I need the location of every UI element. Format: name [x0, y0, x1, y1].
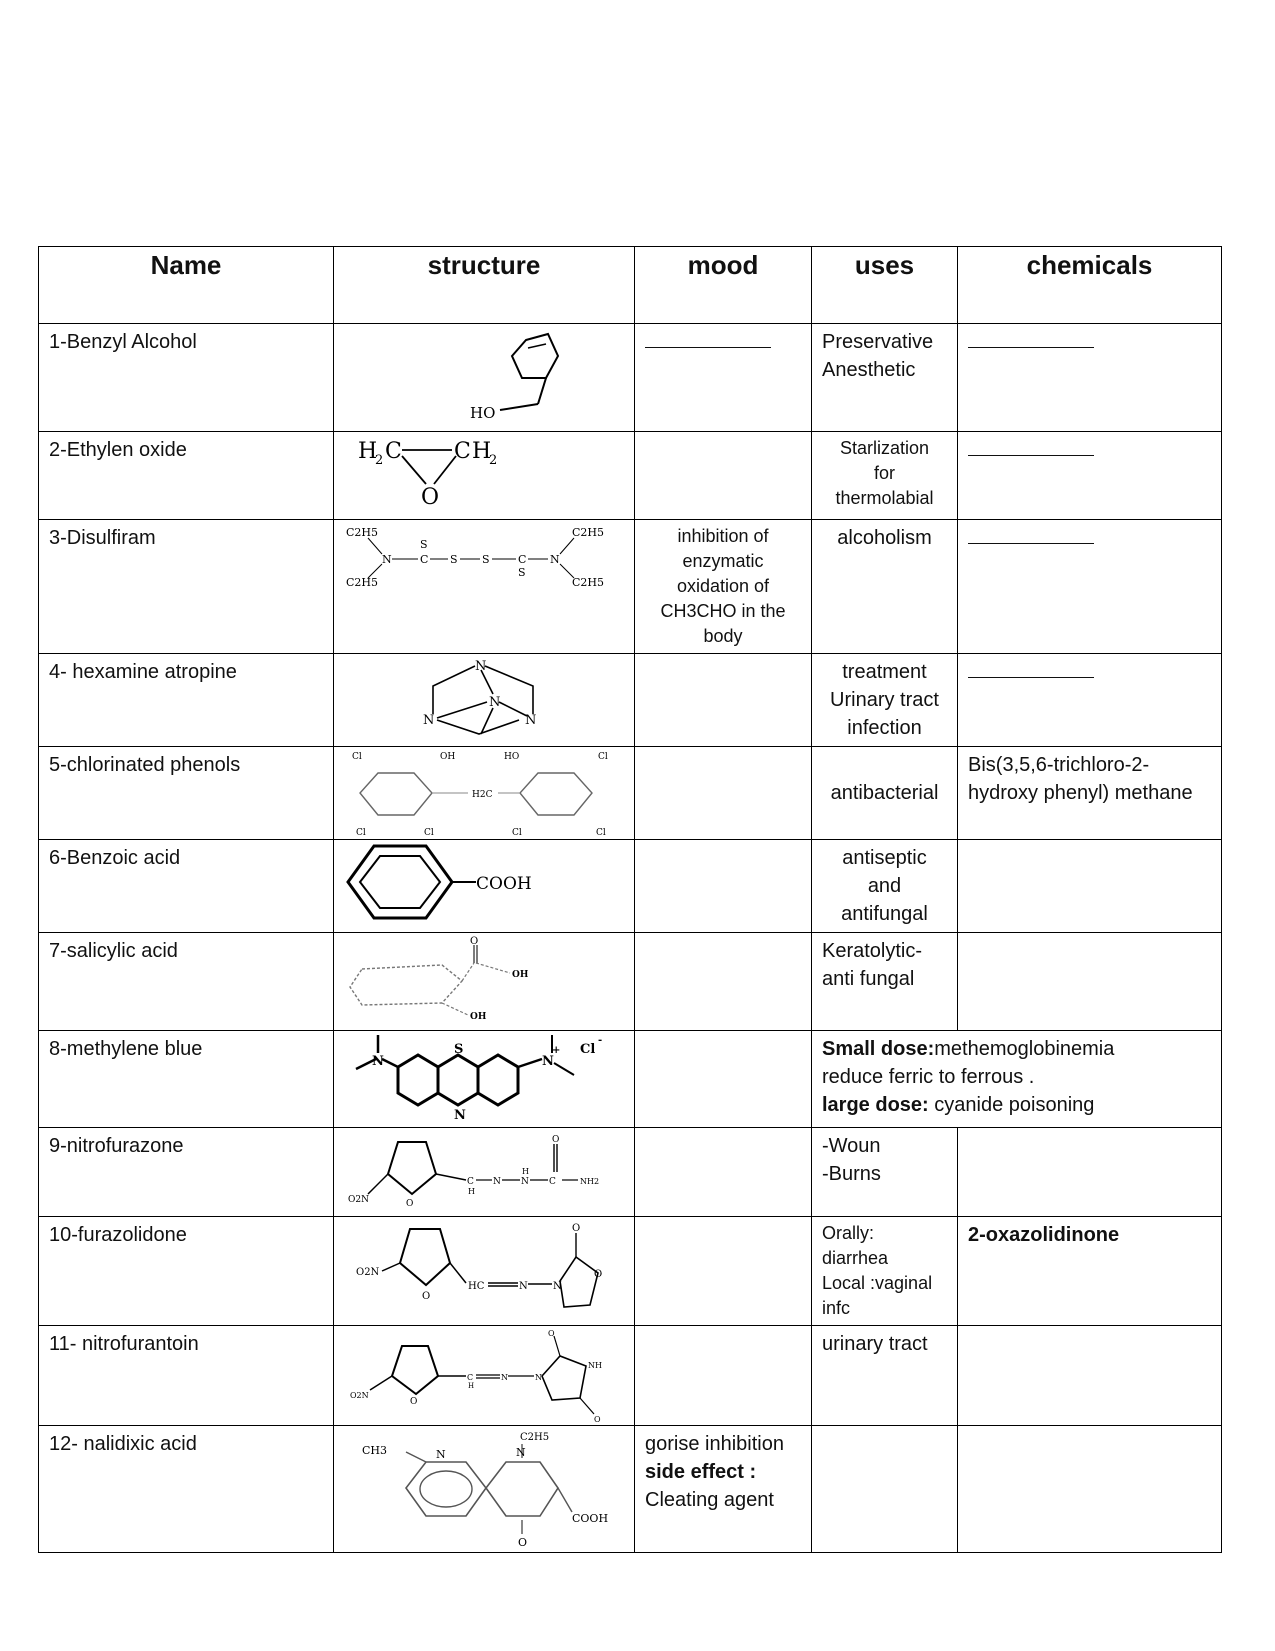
chemicals-cell: 2-oxazolidinone	[958, 1217, 1222, 1326]
salicylic-acid-structure	[342, 935, 626, 1025]
structure-cell	[334, 654, 635, 747]
nitrofurantoin-structure	[342, 1328, 626, 1422]
mood-line: enzymatic	[682, 551, 764, 571]
mood-line: CH3CHO in the	[660, 601, 786, 621]
table-row	[39, 1128, 1222, 1217]
structure-label: NH	[588, 1361, 602, 1370]
mood-line: gorise inhibition	[645, 1433, 784, 1455]
row-name: 10-furazolidone	[39, 1217, 334, 1326]
table-row	[39, 747, 1222, 840]
nitrofurazone-structure	[342, 1130, 626, 1214]
structure-label: H	[468, 1187, 475, 1196]
structure-label: C	[420, 553, 429, 566]
blank-line	[968, 525, 1094, 544]
structure-cell	[334, 1217, 635, 1326]
uses-cell	[812, 1128, 958, 1217]
structure-label: O	[470, 936, 479, 947]
structure-label: O2N	[348, 1195, 369, 1205]
uses-line: Keratolytic-	[822, 940, 923, 962]
structure-label: N	[382, 553, 392, 566]
uses-cell	[812, 1326, 958, 1426]
structure-label: C	[454, 439, 471, 464]
structure-label: N	[542, 1054, 554, 1069]
structure-label: HC	[468, 1281, 485, 1292]
structure-label: N	[489, 695, 501, 710]
blank-line	[968, 329, 1094, 348]
uses-line: reduce ferric to ferrous .	[822, 1066, 1035, 1088]
structure-label: N	[493, 1177, 501, 1187]
uses-text: methemoglobinemia	[934, 1038, 1115, 1060]
structure-label: N	[516, 1446, 526, 1459]
structure-label: N	[454, 1108, 466, 1123]
chemicals-cell	[958, 520, 1222, 654]
uses-line	[822, 1091, 1211, 1119]
chemicals-cell	[958, 324, 1222, 432]
uses-line: alcoholism	[837, 527, 932, 549]
table-row	[39, 933, 1222, 1031]
structure-label: O	[548, 1329, 555, 1338]
mood-line: oxidation of	[676, 576, 770, 596]
table-row	[39, 1031, 1222, 1128]
chemicals-cell	[958, 1326, 1222, 1426]
structure-label: OH	[470, 1012, 487, 1022]
mood-cell	[635, 654, 812, 747]
uses-line: antifungal	[841, 903, 928, 925]
structure-label: COOH	[476, 874, 532, 894]
row-name: 1-Benzyl Alcohol	[39, 324, 334, 432]
mood-cell	[635, 324, 812, 432]
uses-cell	[812, 520, 958, 654]
structure-label: N	[475, 659, 487, 674]
structure-cell	[334, 324, 635, 432]
table-row	[39, 1326, 1222, 1426]
structure-label: Cl	[356, 828, 366, 837]
structure-cell	[334, 1128, 635, 1217]
structure-label: O	[410, 1397, 418, 1407]
structure-label: S	[420, 538, 428, 551]
structure-label: O	[594, 1415, 601, 1422]
uses-line: and	[867, 875, 902, 897]
structure-label: C2H5	[572, 576, 605, 589]
structure-label: 2	[489, 453, 498, 468]
row-name: 6-Benzoic acid	[39, 840, 334, 933]
structure-label: C	[467, 1177, 474, 1187]
structure-cell	[334, 1326, 635, 1426]
structure-label: Cl	[512, 828, 522, 837]
structure-label: CH3	[362, 1444, 388, 1457]
uses-line: antibacterial	[830, 782, 939, 804]
structure-label: Cl	[580, 1042, 596, 1057]
mood-cell	[635, 933, 812, 1031]
structure-cell	[334, 520, 635, 654]
structure-label: O	[406, 1199, 414, 1209]
uses-cell	[812, 432, 958, 520]
uses-line: Anesthetic	[822, 359, 916, 381]
disulfiram-structure	[342, 522, 626, 602]
structure-label: Cl	[424, 828, 434, 837]
structure-label: Cl	[352, 752, 362, 762]
uses-cell	[812, 933, 958, 1031]
structure-label: H	[472, 439, 492, 464]
uses-line: Local :vaginal	[822, 1273, 933, 1293]
uses-line: -Burns	[822, 1163, 881, 1185]
structure-label: H2C	[472, 790, 493, 800]
structure-label: S	[518, 566, 526, 579]
row-name: 4- hexamine atropine	[39, 654, 334, 747]
mood-line: Cleating agent	[645, 1489, 774, 1511]
mood-cell	[635, 1031, 812, 1128]
structure-label: N	[372, 1054, 384, 1069]
structure-label: OH	[440, 752, 456, 762]
structure-label: HO	[504, 752, 520, 762]
uses-line: Preservative	[822, 331, 934, 353]
header-mood: mood	[635, 247, 812, 324]
chemicals-cell	[958, 1426, 1222, 1553]
uses-line: for	[873, 463, 895, 483]
header-chemicals: chemicals	[958, 247, 1222, 324]
structure-label: HO	[470, 404, 496, 422]
blank-line	[968, 437, 1094, 456]
row-name: 5-chlorinated phenols	[39, 747, 334, 840]
table-row	[39, 1217, 1222, 1326]
structure-label: Cl	[596, 828, 606, 837]
structure-label: O	[422, 1291, 431, 1302]
structure-label: N	[519, 1281, 528, 1292]
header-row	[39, 247, 1222, 324]
structure-label: H	[358, 439, 378, 464]
mood-cell	[635, 1128, 812, 1217]
mood-cell	[635, 1217, 812, 1326]
uses-line: Starlization	[839, 438, 930, 458]
chemicals-cell	[958, 654, 1222, 747]
uses-line: treatment	[842, 661, 927, 683]
uses-line: infection	[847, 717, 922, 739]
uses-bold: Small dose:	[822, 1038, 935, 1060]
header-structure: structure	[334, 247, 635, 324]
uses-line: -Woun	[822, 1135, 881, 1157]
chemicals-cell	[958, 840, 1222, 933]
structure-label: +	[552, 1045, 561, 1056]
mood-line: inhibition of	[677, 526, 769, 546]
structure-label: O	[594, 1269, 603, 1280]
row-name: 12- nalidixic acid	[39, 1426, 334, 1553]
uses-bold: large dose:	[822, 1094, 929, 1116]
mood-cell	[635, 432, 812, 520]
structure-label: O	[552, 1135, 560, 1145]
uses-line: Urinary tract	[830, 689, 939, 711]
ethylene-oxide-structure	[344, 434, 624, 514]
uses-cell	[812, 840, 958, 933]
chemicals-cell	[958, 1128, 1222, 1217]
structure-label: N	[501, 1373, 508, 1382]
row-name: 9-nitrofurazone	[39, 1128, 334, 1217]
structure-label: C	[467, 1373, 474, 1382]
structure-label: COOH	[572, 1512, 609, 1525]
structure-label: S	[454, 1042, 464, 1057]
uses-line: anti fungal	[822, 968, 915, 990]
row-name: 8-methylene blue	[39, 1031, 334, 1128]
mood-line: body	[703, 626, 743, 646]
structure-label: N	[553, 1281, 562, 1292]
chemicals-cell: Bis(3,5,6-trichloro-2-hydroxy phenyl) methane	[958, 747, 1222, 840]
blank-line	[645, 329, 771, 348]
benzyl-alcohol-structure	[404, 326, 564, 424]
row-name: 11- nitrofurantoin	[39, 1326, 334, 1426]
table-row	[39, 654, 1222, 747]
mood-cell	[635, 1326, 812, 1426]
uses-line: infc	[822, 1298, 851, 1318]
row-name: 2-Ethylen oxide	[39, 432, 334, 520]
structure-label: O	[572, 1223, 581, 1234]
structure-label: OH	[512, 970, 529, 980]
structure-label: -	[598, 1035, 603, 1046]
blank-line	[968, 659, 1094, 678]
uses-line: thermolabial	[835, 488, 934, 508]
structure-label: N	[436, 1448, 446, 1461]
structure-label: N	[423, 713, 435, 728]
uses-cell	[812, 1031, 1222, 1128]
nalidixic-acid-structure	[342, 1428, 626, 1548]
uses-cell	[812, 654, 958, 747]
structure-cell	[334, 840, 635, 933]
uses-line: Orally:	[822, 1223, 875, 1243]
structure-label: Cl	[598, 752, 608, 762]
benzoic-acid-structure	[342, 842, 626, 924]
structure-label: C2H5	[520, 1432, 550, 1443]
uses-cell	[812, 1426, 958, 1553]
table-row	[39, 520, 1222, 654]
uses-line: diarrhea	[822, 1248, 889, 1268]
table-row	[39, 432, 1222, 520]
mood-cell	[635, 840, 812, 933]
structure-label: N	[535, 1373, 542, 1382]
structure-label: C2H5	[346, 526, 379, 539]
structure-label: C	[385, 439, 402, 464]
uses-cell	[812, 324, 958, 432]
structure-label: O2N	[350, 1391, 369, 1400]
structure-label: S	[450, 553, 458, 566]
mood-cell	[635, 520, 812, 654]
structure-label: O2N	[356, 1267, 380, 1278]
row-name: 3-Disulfiram	[39, 520, 334, 654]
uses-line: antiseptic	[842, 847, 927, 869]
uses-cell	[812, 747, 958, 840]
structure-cell	[334, 747, 635, 840]
mood-cell	[635, 747, 812, 840]
structure-label: C2H5	[346, 576, 379, 589]
table-row	[39, 324, 1222, 432]
structure-label: N	[550, 553, 560, 566]
table-row	[39, 840, 1222, 933]
uses-line: urinary tract	[822, 1333, 928, 1355]
hexamine-structure	[409, 656, 559, 740]
uses-line	[822, 1035, 1211, 1063]
structure-label: C	[518, 553, 527, 566]
uses-text: cyanide poisoning	[928, 1094, 1095, 1116]
structure-cell	[334, 1031, 635, 1128]
structure-label: 2	[375, 453, 384, 468]
structure-label: N	[521, 1177, 529, 1187]
structure-cell	[334, 1426, 635, 1553]
structure-label: O	[518, 1536, 528, 1548]
structure-label: C	[549, 1177, 556, 1187]
structure-label: NH2	[580, 1177, 600, 1186]
mood-cell	[635, 1426, 812, 1553]
structure-label: C2H5	[572, 526, 605, 539]
header-name: Name	[39, 247, 334, 324]
structure-cell	[334, 432, 635, 520]
chemicals-cell	[958, 933, 1222, 1031]
chlorinated-phenols-structure	[348, 749, 620, 837]
chemicals-cell	[958, 432, 1222, 520]
header-uses: uses	[812, 247, 958, 324]
structure-label: N	[525, 713, 537, 728]
structure-label: O	[421, 485, 440, 510]
uses-cell	[812, 1217, 958, 1326]
structure-cell	[334, 933, 635, 1031]
compound-table	[38, 246, 1222, 1553]
row-name: 7-salicylic acid	[39, 933, 334, 1031]
table-row	[39, 1426, 1222, 1553]
mood-line: side effect :	[645, 1461, 757, 1483]
structure-label: H	[522, 1167, 529, 1176]
furazolidone-structure	[342, 1219, 626, 1319]
structure-label: H	[468, 1382, 475, 1390]
methylene-blue-structure	[342, 1033, 626, 1125]
structure-label: S	[482, 553, 490, 566]
